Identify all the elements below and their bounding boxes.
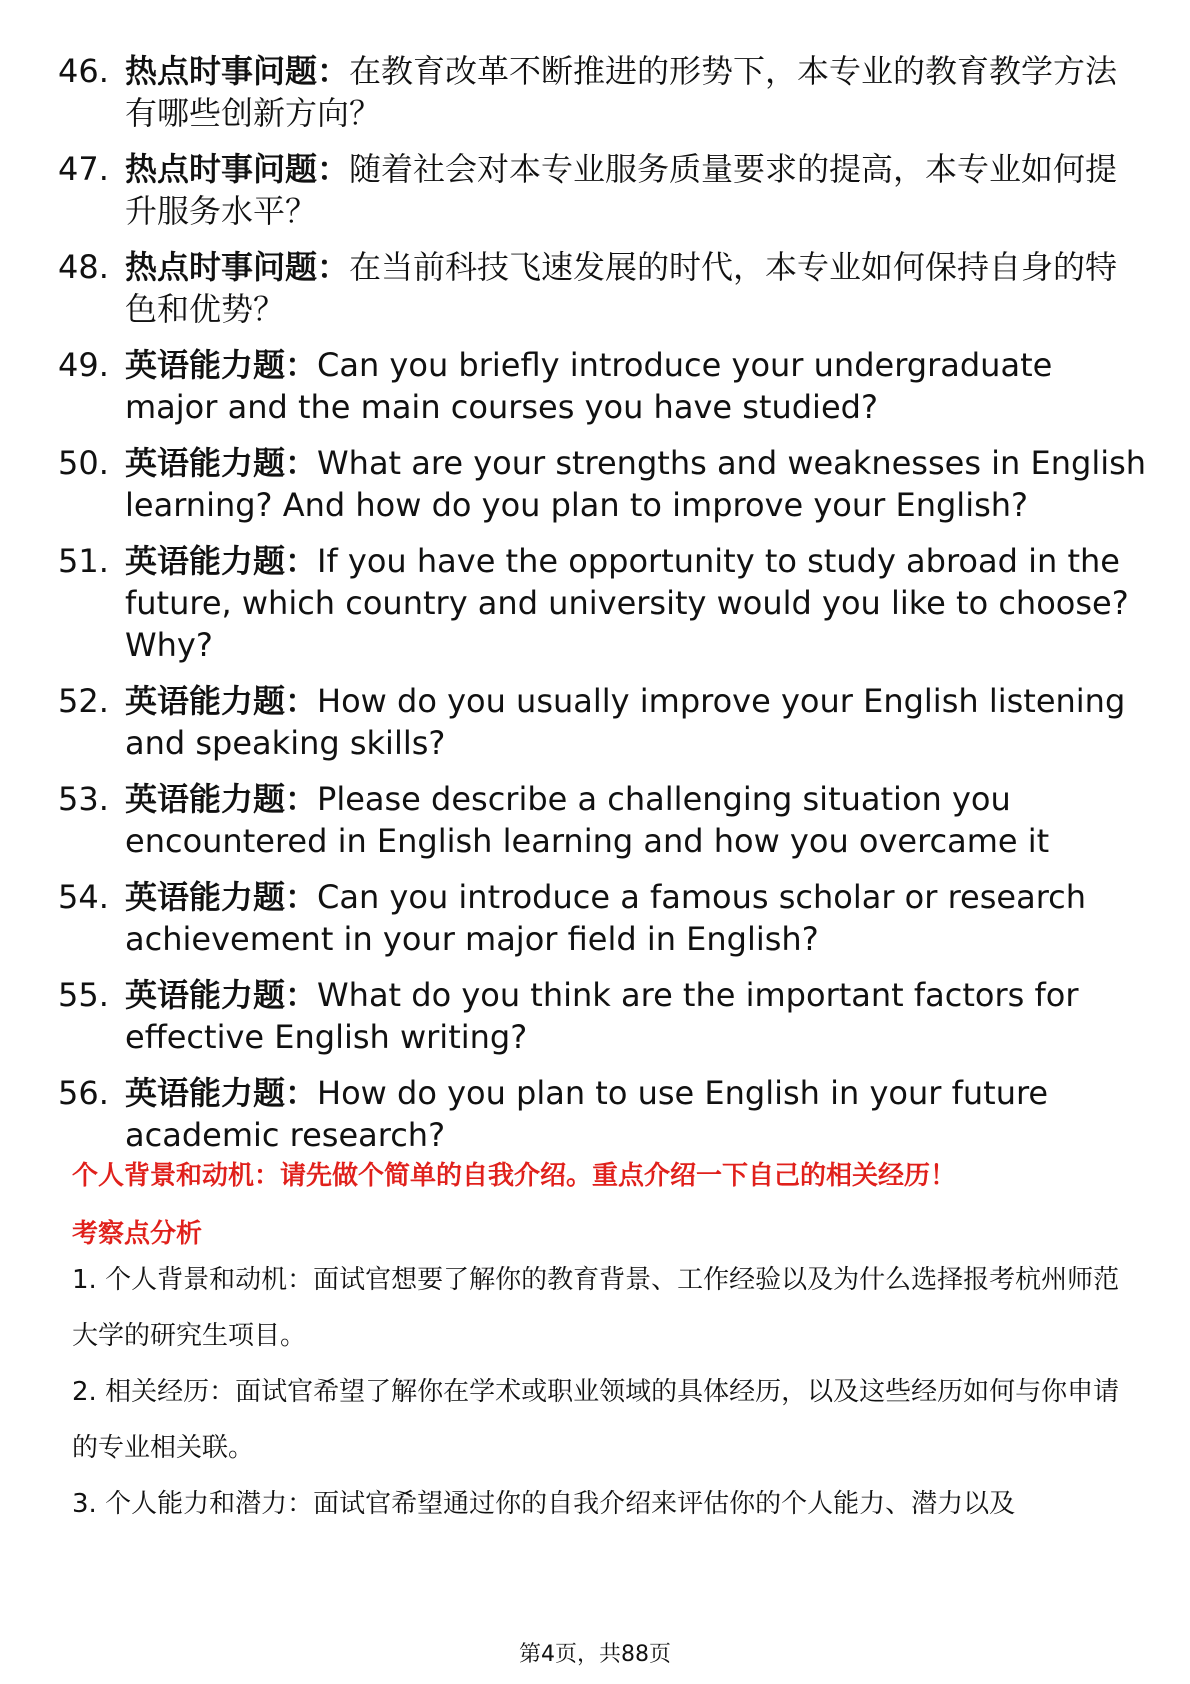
question-category: 英语能力题： — [125, 1074, 318, 1112]
analysis-block — [72, 1216, 1132, 1252]
question-category: 英语能力题： — [125, 682, 318, 720]
question-number: 53. — [58, 780, 109, 818]
question-number: 49. — [58, 346, 109, 384]
question-text: How do you plan to use English in your future academic research? — [125, 1074, 1049, 1154]
question-number: 56. — [58, 1074, 109, 1112]
question-number: 54. — [58, 878, 109, 916]
question-text: What do you think are the important factors for effective English writing? — [125, 976, 1079, 1056]
question-text: Please describe a challenging situation you encountered in English learning and how you overcame it — [125, 780, 1050, 860]
question-item — [58, 344, 1148, 428]
analysis-title: 考察点分析 — [72, 1219, 203, 1249]
question-item — [58, 974, 1148, 1058]
analysis-list — [72, 1252, 1132, 1532]
analysis-item: 1. 个人背景和动机：面试官想要了解你的教育背景、工作经验以及为什么选择报考杭州师范大学的研究生项目。 — [72, 1265, 1120, 1351]
question-category: 英语能力题： — [125, 976, 318, 1014]
question-item — [58, 778, 1148, 862]
question-item — [58, 1072, 1148, 1156]
question-category: 英语能力题： — [125, 346, 318, 384]
question-number: 51. — [58, 542, 109, 580]
question-category: 热点时事问题： — [125, 150, 350, 188]
section-heading — [72, 1158, 1132, 1194]
question-category: 英语能力题： — [125, 444, 318, 482]
analysis-item: 2. 相关经历：面试官希望了解你在学术或职业领域的具体经历，以及这些经历如何与你申请的专业相关联。 — [72, 1377, 1120, 1463]
question-item — [58, 50, 1148, 134]
question-category: 热点时事问题： — [125, 52, 350, 90]
question-text: 在教育改革不断推进的形势下，本专业的教育教学方法有哪些创新方向？ — [125, 52, 1118, 132]
analysis-item: 3. 个人能力和潜力：面试官希望通过你的自我介绍来评估你的个人能力、潜力以及 — [72, 1489, 1016, 1519]
question-number: 48. — [58, 248, 109, 286]
question-text: 随着社会对本专业服务质量要求的提高，本专业如何提升服务水平？ — [125, 150, 1118, 230]
question-number: 47. — [58, 150, 109, 188]
question-item — [58, 442, 1148, 526]
question-text: Can you briefly introduce your undergraduate major and the main courses you have studied? — [125, 346, 1053, 426]
question-text: If you have the opportunity to study abroad in the future, which country and university would you like to choose? Why? — [125, 542, 1129, 664]
question-category: 英语能力题： — [125, 780, 318, 818]
question-text: 在当前科技飞速发展的时代，本专业如何保持自身的特色和优势？ — [125, 248, 1118, 328]
question-text: What are your strengths and weaknesses in English learning? And how do you plan to improve your English? — [125, 444, 1147, 524]
question-number: 55. — [58, 976, 109, 1014]
question-category: 热点时事问题： — [125, 248, 350, 286]
question-number: 50. — [58, 444, 109, 482]
question-number: 52. — [58, 682, 109, 720]
question-item — [58, 148, 1148, 232]
question-list — [58, 50, 1148, 1170]
section-title: 个人背景和动机：请先做个简单的自我介绍。重点介绍一下自己的相关经历！ — [72, 1161, 957, 1191]
question-item — [58, 246, 1148, 330]
question-category: 英语能力题： — [125, 878, 318, 916]
question-number: 46. — [58, 52, 109, 90]
question-item — [58, 876, 1148, 960]
question-text: Can you introduce a famous scholar or research achievement in your major field in English? — [125, 878, 1087, 958]
question-category: 英语能力题： — [125, 542, 318, 580]
question-item — [58, 540, 1148, 666]
page-footer: 第4页，共88页 — [519, 1642, 671, 1667]
question-item — [58, 680, 1148, 764]
question-text: How do you usually improve your English listening and speaking skills? — [125, 682, 1126, 762]
